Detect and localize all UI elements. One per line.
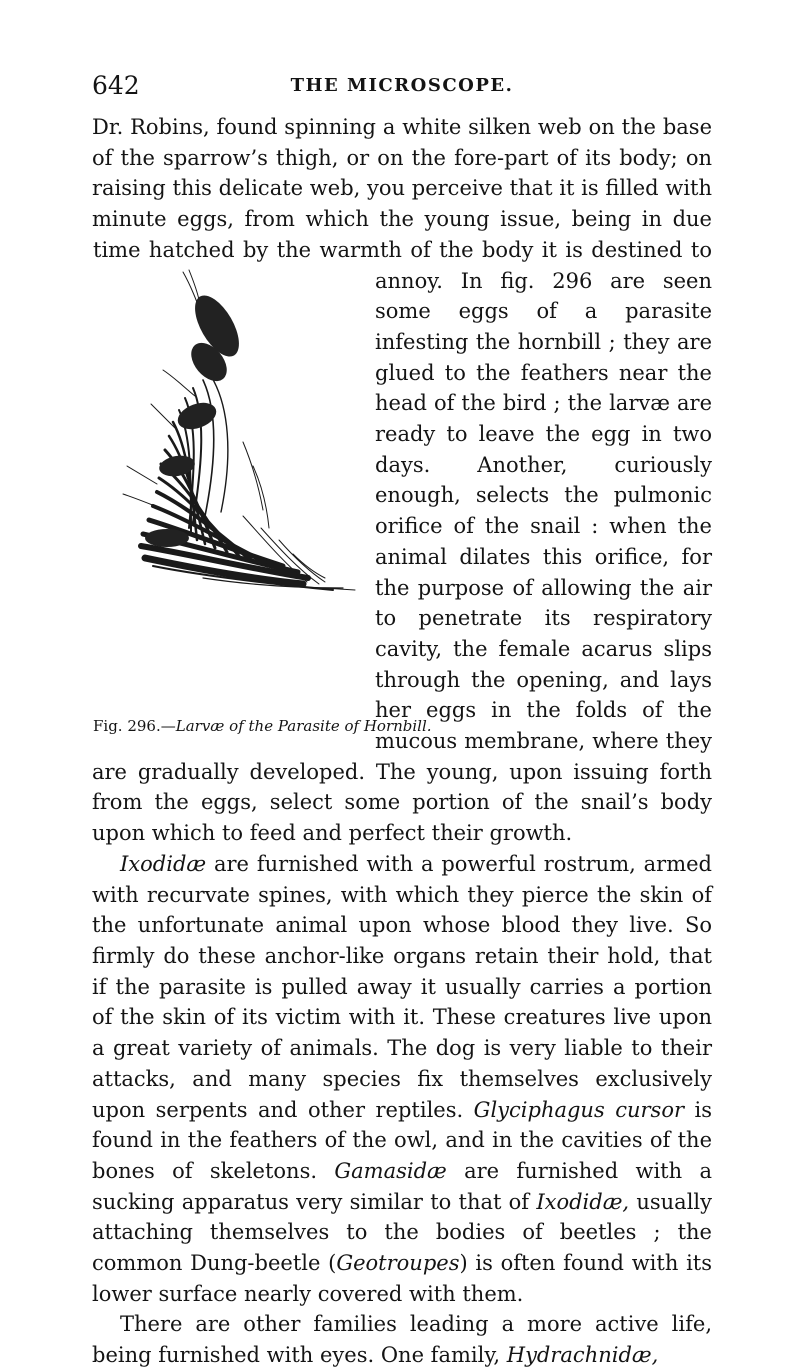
paragraph-2-text-3: are furnished with a sucking apparatus very similar to that of — [92, 1158, 712, 1214]
paragraph-3 — [92, 1309, 712, 1370]
term-gamasidae: Gamasidæ — [334, 1158, 447, 1183]
term-glyciphagus-cursor: Glyciphagus cursor — [473, 1097, 685, 1122]
paragraph-2-text-5: ) is often found with its lower surface nearly covered with them. — [92, 1251, 713, 1306]
term-geotroupes: Geotroupes — [336, 1251, 460, 1276]
paragraph-2-text-4: usually attaching themselves to the bodies of beetles ; the common Dung-beetle ( — [92, 1189, 712, 1276]
figure-caption-title: Larvæ of the Parasite of Hornbill. — [175, 716, 432, 735]
paragraph-1-wrap: annoy. In fig. 296 are seen some eggs of a parasite infesting the hornbill ; they are glued to the feathers near the head of the bird ; the larvæ are ready to leave the egg in two days. Another, curiously enough, selects the pulmonic orifice of the snail : when the animal dilates this orifice, for the purpose of allowing the air to penetrate its respiratory cavity, the female acarus slips through the opening, and lays her eggs in the folds of the mucous membrane, where they are gradually developed. The young, upon issuing forth from the eggs, select some portion of the snail’s body upon which to feed and perfect their growth. — [92, 268, 712, 846]
term-ixodidae-2: Ixodidæ, — [536, 1189, 630, 1214]
figure-caption: Fig. 296.—Larvæ of the Parasite of Hornbill. — [93, 716, 432, 735]
term-ixodidae: Ixodidæ — [120, 851, 207, 876]
paragraph-1 — [92, 112, 712, 849]
paragraph-2 — [92, 849, 712, 1310]
term-hydrachnidae: Hydrachnidæ, — [506, 1343, 659, 1368]
figure-296 — [93, 266, 432, 746]
paragraph-2-text-1: are furnished with a powerful rostrum, armed with recurvate spines, with which they pierce the skin of the unfortunate animal upon whose blood they live. So firmly do these anchor-like organs retain their hold, that if the parasite is pulled away it usually carries a portion of the skin of its victim with it. These creatures live upon a great variety of animals. The dog is very liable to their attacks, and many species fix themselves exclusively upon serpents and other reptiles. — [92, 851, 712, 1122]
running-title: THE MICROSCOPE. — [290, 75, 514, 96]
page-number: 642 — [92, 71, 140, 100]
hornbill-feather-illustration — [93, 266, 365, 706]
paragraph-2-text-2: is found in the feathers of the owl, and in the cavities of the bones of skeletons. — [92, 1097, 712, 1183]
paragraph-3-text-1: There are other families leading a more active life, being furnished with eyes. One family, — [92, 1312, 712, 1368]
body-text — [92, 112, 712, 1371]
paragraph-1-intro: Dr. Robins, found spinning a white silken web on the base of the sparrow’s thigh, or on the fore-part of its body; on raising this delicate web, you perceive that it is filled with minute eggs, from which the young issue, being in due time hatched by the warmth of the body it is destined to — [92, 115, 712, 262]
figure-number: Fig. 296. — [93, 716, 161, 735]
page-header — [92, 66, 712, 106]
